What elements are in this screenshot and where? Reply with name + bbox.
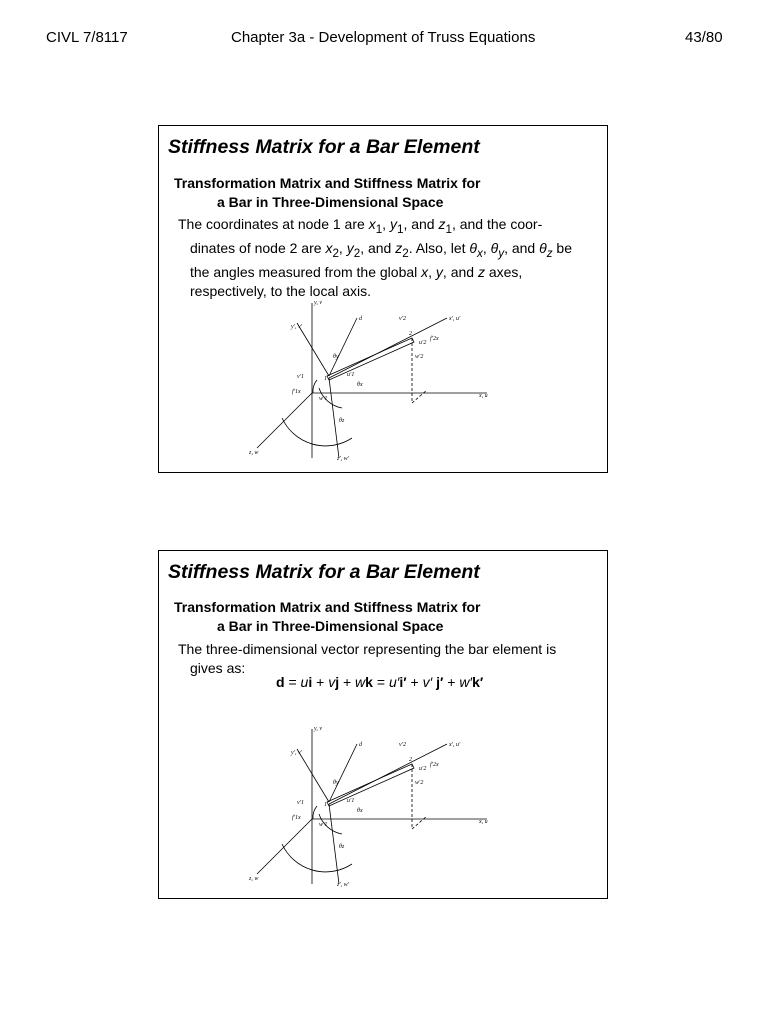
slide-body: The three-dimensional vector representing the bar element is gives as: bbox=[178, 641, 557, 676]
svg-text:θy: θy bbox=[333, 354, 339, 360]
svg-text:d: d bbox=[359, 316, 362, 322]
svg-text:θx: θx bbox=[357, 382, 363, 388]
svg-text:f′1x: f′1x bbox=[292, 389, 301, 395]
slide-body: The coordinates at node 1 are $x_1$, $y_1$, and $z_1$, and the coor- dinates of node 2 are $x_2$, $y_2$, and $z_2$. Also, let $\theta_x$, $\theta_y$, and $\theta_z$ be the angles measured from the global x, y, and z axes, respectively, to the local axis. bbox=[178, 216, 572, 299]
y-prime-axis bbox=[297, 749, 329, 802]
svg-text:v′1: v′1 bbox=[297, 374, 304, 380]
svg-text:u′2: u′2 bbox=[419, 766, 427, 772]
svg-text:x, u: x, u bbox=[479, 819, 488, 825]
svg-text:y′, v′: y′, v′ bbox=[291, 750, 302, 756]
svg-text:θz: θz bbox=[339, 844, 345, 850]
slide-subtitle: Transformation Matrix and Stiffness Matrix for a Bar in Three-Dimensional Space bbox=[174, 599, 481, 634]
svg-text:1: 1 bbox=[324, 376, 327, 382]
svg-text:u′2: u′2 bbox=[419, 340, 427, 346]
slide-2 bbox=[158, 550, 608, 899]
svg-text:θy: θy bbox=[333, 780, 339, 786]
y-prime-axis bbox=[297, 323, 329, 376]
svg-text:1: 1 bbox=[324, 802, 327, 808]
bar-element-diagram bbox=[247, 724, 497, 889]
svg-text:2: 2 bbox=[409, 757, 412, 763]
z-axis bbox=[257, 819, 312, 874]
bar-element bbox=[327, 338, 414, 380]
svg-text:v′2: v′2 bbox=[399, 316, 406, 322]
svg-text:2: 2 bbox=[409, 331, 412, 337]
svg-text:z′, w′: z′, w′ bbox=[337, 882, 349, 888]
svg-text:x′, u′: x′, u′ bbox=[449, 316, 461, 322]
d-vector bbox=[329, 744, 357, 802]
bar-element-diagram bbox=[247, 298, 497, 463]
slide-1 bbox=[158, 125, 608, 473]
svg-text:θz: θz bbox=[339, 418, 345, 424]
svg-text:y, v: y, v bbox=[314, 726, 322, 732]
svg-text:u′1: u′1 bbox=[347, 372, 355, 378]
svg-text:w′2: w′2 bbox=[415, 354, 424, 360]
chapter-title: Chapter 3a - Development of Truss Equations bbox=[231, 29, 536, 46]
svg-text:θx: θx bbox=[357, 808, 363, 814]
svg-text:w′1: w′1 bbox=[319, 822, 328, 828]
svg-text:z, w: z, w bbox=[249, 876, 259, 882]
svg-text:u′1: u′1 bbox=[347, 798, 355, 804]
svg-text:x, u: x, u bbox=[479, 393, 488, 399]
vector-equation: d = ui + vj + wk = u′i′ + v′ j′ + w′k′ bbox=[276, 674, 484, 690]
svg-text:x′, u′: x′, u′ bbox=[449, 742, 461, 748]
svg-text:f′1x: f′1x bbox=[292, 815, 301, 821]
z-axis bbox=[257, 393, 312, 448]
svg-text:y′, v′: y′, v′ bbox=[291, 324, 302, 330]
svg-text:v′2: v′2 bbox=[399, 742, 406, 748]
svg-text:z′, w′: z′, w′ bbox=[337, 456, 349, 462]
slide-title: Stiffness Matrix for a Bar Element bbox=[168, 561, 480, 583]
svg-text:f′2x: f′2x bbox=[430, 336, 439, 342]
svg-text:f′2x: f′2x bbox=[430, 762, 439, 768]
page-number: 43/80 bbox=[685, 29, 723, 46]
x-prime-axis bbox=[329, 744, 447, 804]
d-vector bbox=[329, 318, 357, 376]
x-prime-axis bbox=[329, 318, 447, 378]
course-code: CIVL 7/8117 bbox=[46, 29, 128, 46]
slide-title: Stiffness Matrix for a Bar Element bbox=[168, 136, 480, 158]
svg-text:d: d bbox=[359, 742, 362, 748]
svg-text:y, v: y, v bbox=[314, 300, 322, 306]
slide-subtitle: Transformation Matrix and Stiffness Matrix for a Bar in Three-Dimensional Space bbox=[174, 175, 481, 210]
svg-text:v′1: v′1 bbox=[297, 800, 304, 806]
bar-element bbox=[327, 764, 414, 806]
svg-text:z, w: z, w bbox=[249, 450, 259, 456]
svg-text:w′2: w′2 bbox=[415, 780, 424, 786]
svg-text:w′1: w′1 bbox=[319, 396, 328, 402]
